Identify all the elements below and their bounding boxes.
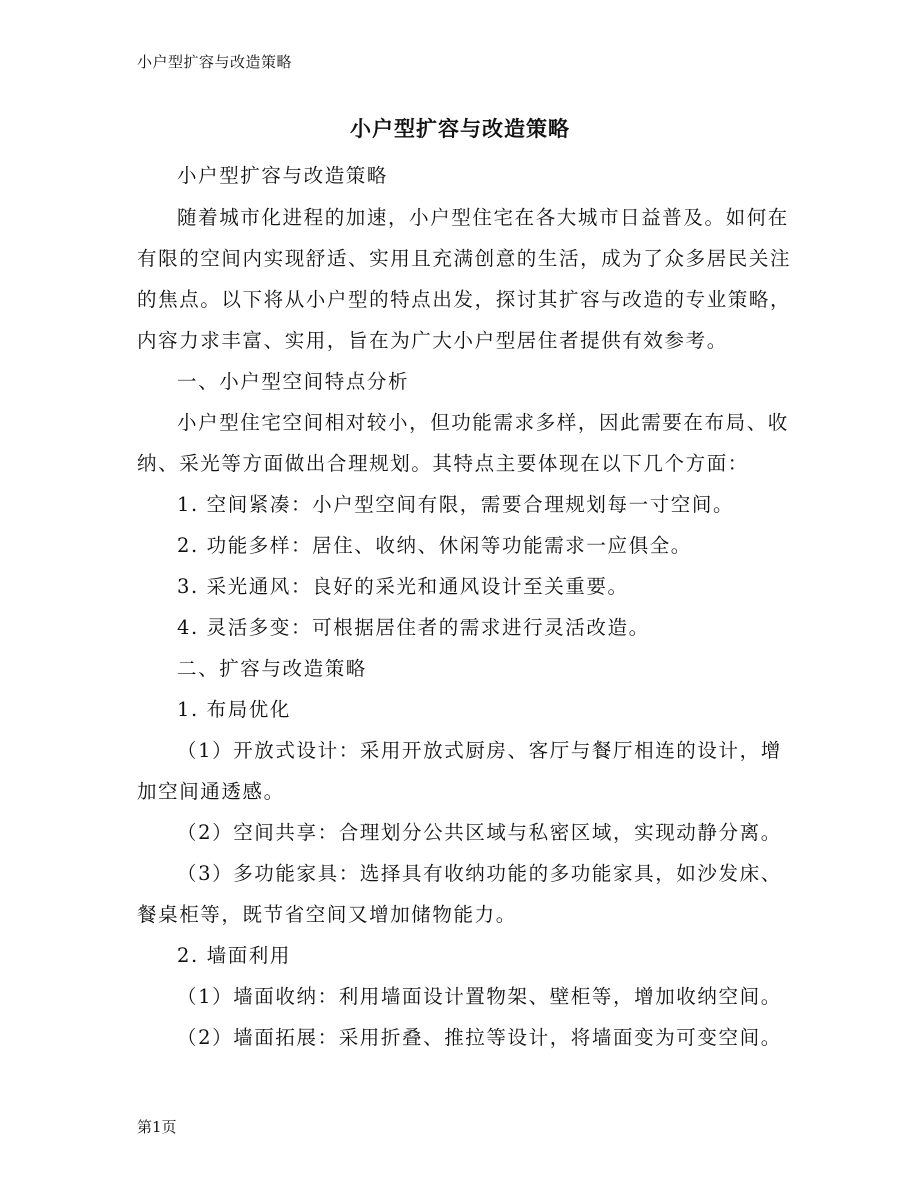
- body-line: 内容力求丰富、实用，旨在为广大小户型居住者提供有效参考。: [137, 329, 728, 352]
- body-line: 纳、采光等方面做出合理规划。其特点主要体现在以下几个方面：: [137, 452, 749, 475]
- body-line: 随着城市化进程的加速，小户型住宅在各大城市日益普及。如何在: [177, 206, 789, 229]
- body-line: 的焦点。以下将从小户型的特点出发，探讨其扩容与改造的专业策略，: [137, 288, 792, 311]
- list-item: （3）多功能家具：选择具有收纳功能的多功能家具，如沙发床、: [177, 862, 782, 885]
- body-line: 小户型住宅空间相对较小，但功能需求多样，因此需要在布局、收: [177, 411, 789, 434]
- subsection-heading: 1. 布局优化: [177, 698, 292, 721]
- document-title: 小户型扩容与改造策略: [350, 116, 570, 141]
- list-item: 4. 灵活多变：可根据居住者的需求进行灵活改造。: [177, 616, 650, 639]
- section-heading: 一、小户型空间特点分析: [177, 370, 410, 393]
- body-line: 加空间通透感。: [137, 780, 285, 803]
- body-line: 餐桌柜等，既节省空间又增加储物能力。: [137, 903, 517, 926]
- page-number: 第1页: [137, 1118, 177, 1136]
- list-item: （1）墙面收纳：利用墙面设计置物架、壁柜等，增加收纳空间。: [177, 985, 782, 1008]
- subsection-heading: 2. 墙面利用: [177, 944, 292, 967]
- list-item: （2）空间共享：合理划分公共区域与私密区域，实现动静分离。: [177, 821, 782, 844]
- list-item: 2. 功能多样：居住、收纳、休闲等功能需求一应俱全。: [177, 534, 692, 557]
- body-line: 有限的空间内实现舒适、实用且充满创意的生活，成为了众多居民关注: [137, 247, 792, 270]
- section-heading: 二、扩容与改造策略: [177, 657, 367, 680]
- list-item: （2）墙面拓展：采用折叠、推拉等设计，将墙面变为可变空间。: [177, 1026, 782, 1049]
- running-header: 小户型扩容与改造策略: [137, 53, 293, 71]
- body-line-subtitle: 小户型扩容与改造策略: [177, 164, 389, 187]
- list-item: 1. 空间紧凑：小户型空间有限，需要合理规划每一寸空间。: [177, 493, 735, 516]
- list-item: 3. 采光通风：良好的采光和通风设计至关重要。: [177, 575, 629, 598]
- list-item: （1）开放式设计：采用开放式厨房、客厅与餐厅相连的设计，增: [177, 739, 782, 762]
